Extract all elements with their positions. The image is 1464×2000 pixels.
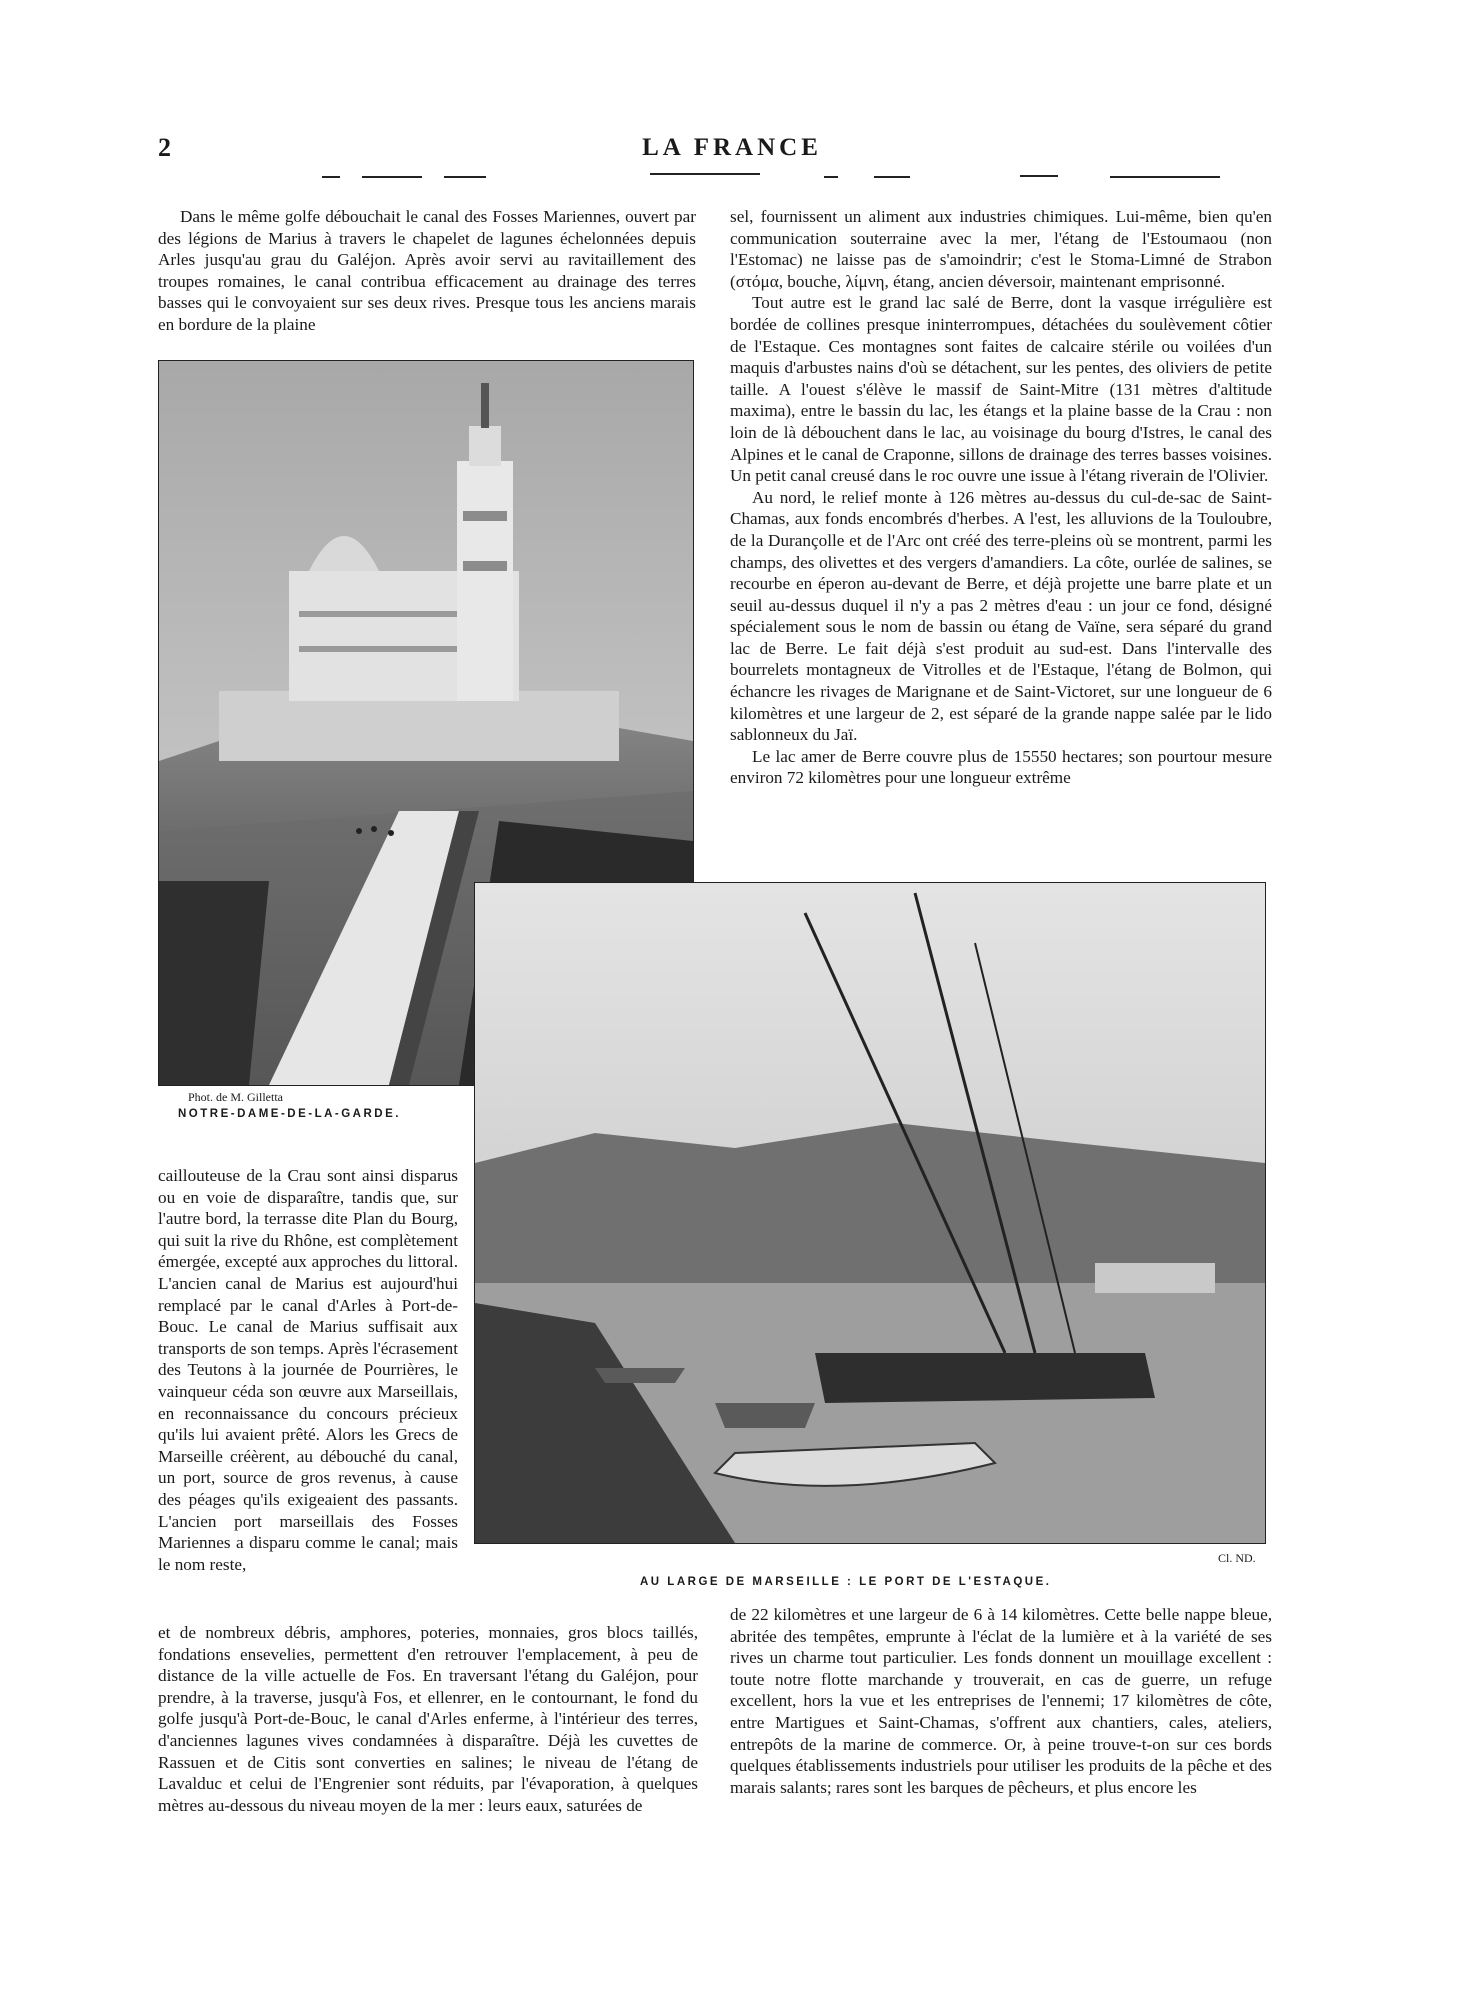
running-title: LA FRANCE [642,134,822,161]
photo-credit-2: Cl. ND. [1218,1551,1256,1565]
photo-caption-2: AU LARGE DE MARSEILLE : LE PORT DE L'ESTAQUE. [640,1576,1052,1588]
paragraph: et de nombreux débris, amphores, poteries, monnaies, gros blocs taillés, fondations ensevelies, permettent d'en retrouver l'emplacement, à peu de distance de la ville actuelle de Fos. En traversant l'étang du Galéjon, pour prendre, à la traverse, jusqu'à Fos, et ellenrer, en le contournant, le fond du golfe jusqu'à Port-de-Bouc, le canal d'Arles enferme, à l'intérieur des terres, d'anciennes lagunes vives condamnées à disparaître. Déjà les cuvettes de Rassuen et de Citis sont converties en salines; le niveau de l'étang de Lavalduc et celui de l'Engrenier sont réduits, par l'évaporation, à quelques mètres au-dessous du niveau moyen de la mer : leurs eaux, saturées de [158,1623,698,1815]
paragraph: sel, fournissent un aliment aux industries chimiques. Lui-même, bien qu'en communication souterraine avec la mer, l'étang de l'Estoumaou (non l'Estomac) ne laisse pas de s'amoindrir; c'est le Stoma-Limné de Strabon (στόμα, bouche, λίμνη, étang, ancien déversoir, maintenant emprisonné. [730,207,1272,291]
paragraph: caillouteuse de la Crau sont ainsi disparus ou en voie de disparaître, tandis que, sur l'autre bord, la terrasse dite Plan du Bourg, qui suit la rive du Rhône, est complètement émergée, excepté aux approches du littoral. L'ancien canal de Marius est aujourd'hui remplacé par le canal d'Arles à Port-de-Bouc. Le canal de Marius suffisait aux transports de son temps. Après l'écrasement des Teutons à la journée de Pourrières, le vainqueur céda son œuvre aux Marseillais, en reconnaissance du concours précieux qu'ils lui avaient prêté. Alors les Grecs de Marseille créèrent, au débouché du canal, un port, source de gros revenus, à cause des péages qu'ils exigeaient des passants. L'ancien port marseillais des Fosses Mariennes a disparu comme le canal; mais le nom reste, [158,1166,458,1574]
photo-credit-1: Phot. de M. Gilletta [188,1090,283,1104]
paragraph: Au nord, le relief monte à 126 mètres au-dessus du cul-de-sac de Saint-Chamas, aux fonds encombrés d'herbes. A l'est, les alluvions de la Touloubre, de la Durançolle et de l'Arc ont créé des terre-pleins où se montrent, parmi les champs, des olivettes et des vergers d'amandiers. La côte, ourlée de salines, se recourbe en éperon au-devant de Berre, et déjà projette une barre plate et un seuil au-dessus duquel il n'y a pas 2 mètres d'eau : un jour ce fond, désigné spécialement sous le nom de bassin ou étang de Vaïne, sera séparé du grand lac de Berre. Le fait déjà s'est produit au sud-est. Dans l'intervalle des bourrelets montagneux de Vitrolles et de l'Estaque, l'étang de Bolmon, qui échancre les rivages de Marignane et de Saint-Victoret, sur une longueur de 6 kilomètres et une largeur de 2, est séparé de la grande nappe salée par le lido sablonneux du Jaï. [730,487,1272,745]
paragraph: Tout autre est le grand lac salé de Berre, dont la vasque irrégulière est bordée de collines presque ininterrompues, détachées du soulèvement côtier de l'Estaque. Ces montagnes sont faites de calcaire stérile ou voilées d'un maquis d'arbustes nains d'où se détachent, sur les pentes, des oliviers de petite taille. A l'ouest s'élève le massif de Saint-Mitre (131 mètres d'altitude maxima), entre le bassin du lac, les étangs et la plaine basse de la Crau : non loin de là débouchent dans le lac, au voisinage du bourg d'Istres, le canal des Alpines et le canal de Craponne, sillons de drainage des terres basses voisines. Un petit canal creusé dans le roc ouvre une issue à l'étang riverain de l'Olivier. [730,293,1272,486]
column-left-mid [158,1165,458,1575]
column-right-bottom [730,1604,1272,1798]
column-right-top [730,206,1272,789]
page-number: 2 [158,133,171,162]
photo-port-de-l-estaque [474,882,1266,1544]
harbor-illustration [475,883,1265,1543]
paragraph: Dans le même golfe débouchait le canal des Fosses Mariennes, ouvert par des légions de Marius à travers le chapelet de lagunes échelonnées depuis Arles jusqu'au grau du Galéjon. Après avoir servi au ravitaillement des troupes romaines, le canal contribua efficacement au drainage des terres basses qui le convoyaient sur ses deux rives. Presque tous les anciens marais en bordure de la plaine [158,207,696,334]
column-left-bottom [158,1622,698,1816]
column-left-top [158,206,696,336]
paragraph: de 22 kilomètres et une largeur de 6 à 14 kilomètres. Cette belle nappe bleue, abritée des tempêtes, emprunte à l'éclat de la lumière et à la variété de ses rives un charme tout particulier. Les fonds donnent un mouillage excellent : toute notre flotte marchande y trouverait, en cas de guerre, un refuge excellent, hors la vue et les entreprises de l'ennemi; 17 kilomètres de côte, entre Martigues et Saint-Chamas, s'offrent aux chantiers, cales, ateliers, entrepôts de la marine de commerce. Or, à peine trouve-t-on sur ces bords quelques établissements industriels pour utiliser les produits de la pêche et des marais salants; rares sont les barques de pêcheurs, et plus encore les [730,1605,1272,1797]
photo-caption-1: NOTRE-DAME-DE-LA-GARDE. [178,1108,401,1120]
paragraph: Le lac amer de Berre couvre plus de 15550 hectares; son pourtour mesure environ 72 kilomètres pour une longueur extrême [730,746,1272,788]
